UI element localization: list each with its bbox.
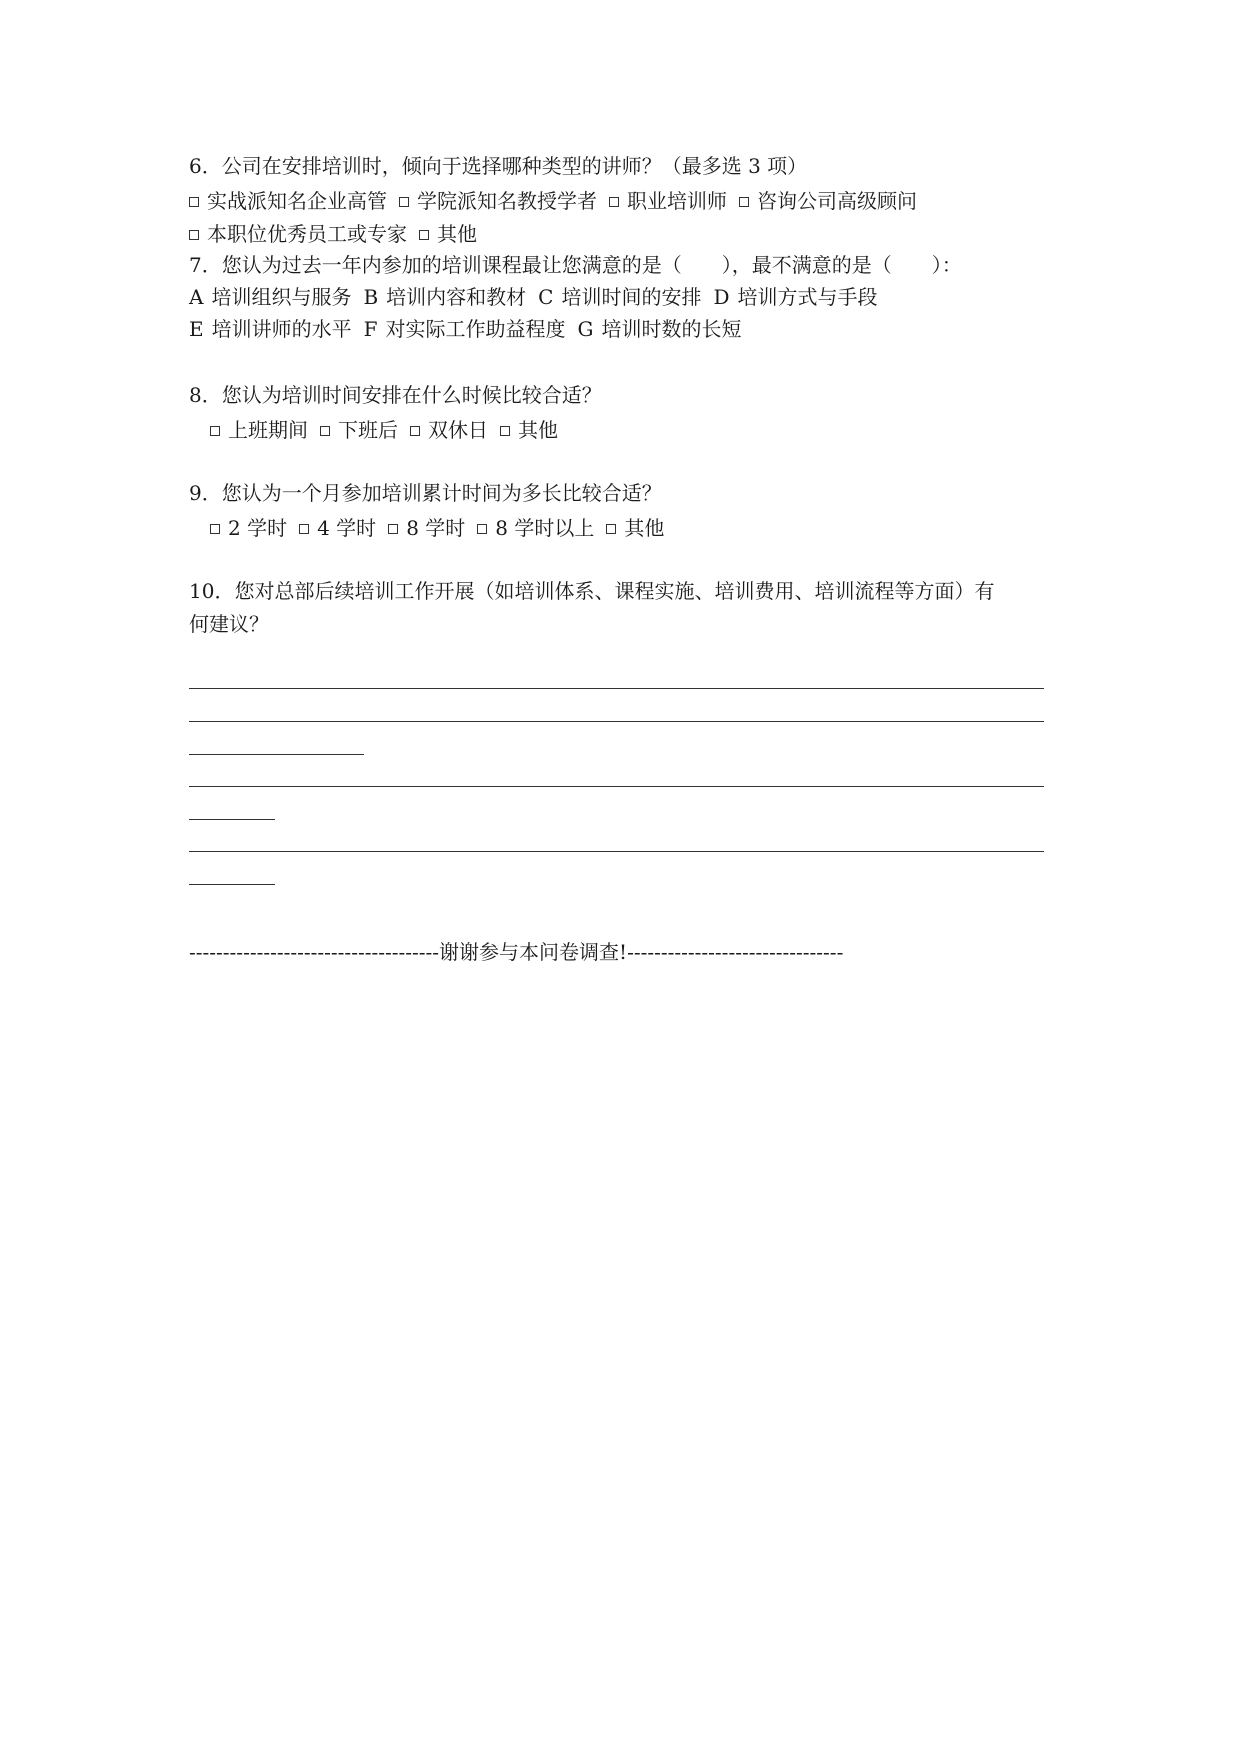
q6-option[interactable]	[609, 185, 727, 217]
q7-option-text: 对实际工作助益程度	[385, 317, 566, 341]
closing-thanks: -------------------------------------谢谢参与本问卷调查!--------------------------------	[189, 940, 844, 964]
checkbox-icon[interactable]	[388, 524, 398, 534]
q9-question: 9．您认为一个月参加培训累计时间为多长比较合适？	[189, 481, 662, 505]
checkbox-icon[interactable]	[477, 524, 487, 534]
q6-option[interactable]	[189, 185, 387, 217]
q10-question-line1: 10．您对总部后续培训工作开展（如培训体系、课程实施、培训费用、培训流程等方面）有	[189, 579, 995, 603]
q9-option[interactable]	[210, 512, 287, 544]
q7-option-letter: E	[189, 317, 204, 341]
q7-option-text: 培训时间的安排	[561, 285, 702, 309]
q9-option-label: 4 学时	[317, 516, 377, 540]
q7-option-text: 培训讲师的水平	[211, 317, 352, 341]
q7-option-text: 培训内容和教材	[386, 285, 527, 309]
q9-option-label: 8 学时以上	[495, 516, 595, 540]
q7-option-text: 培训组织与服务	[211, 285, 352, 309]
q7-option	[538, 281, 701, 313]
q6-question: 6．公司在安排培训时，倾向于选择哪种类型的讲师？（最多选 3 项）	[189, 154, 808, 178]
checkbox-icon[interactable]	[189, 230, 199, 240]
q7-option	[363, 281, 526, 313]
q8-option-label: 上班期间	[228, 418, 308, 442]
q6-options-row1	[189, 183, 929, 215]
answer-line[interactable]	[189, 786, 1044, 787]
q6-option-label: 咨询公司高级顾问	[757, 189, 917, 213]
q8-options	[210, 412, 570, 444]
q6-option[interactable]	[739, 185, 917, 217]
q6-option-label: 实战派知名企业高管	[207, 189, 387, 213]
q7-option-letter: D	[713, 285, 730, 309]
q8-question: 8．您认为培训时间安排在什么时候比较合适？	[189, 383, 602, 407]
q7-option-text: 培训时数的长短	[601, 317, 742, 341]
q7-options-row1	[189, 281, 890, 313]
answer-line[interactable]	[189, 754, 364, 755]
q6-option-label: 学院派知名教授学者	[417, 189, 597, 213]
q6-option[interactable]	[189, 218, 407, 250]
answer-line[interactable]	[189, 851, 1044, 852]
q8-option-label: 双休日	[428, 418, 488, 442]
q9-option[interactable]	[388, 512, 465, 544]
answer-line[interactable]	[189, 884, 275, 885]
q7-option-letter: A	[189, 285, 204, 309]
answer-line[interactable]	[189, 819, 275, 820]
q7-option	[364, 313, 566, 345]
q7-option	[578, 313, 742, 345]
checkbox-icon[interactable]	[320, 426, 330, 436]
q8-option-label: 下班后	[338, 418, 398, 442]
q7-option	[713, 281, 877, 313]
q6-options-row2	[189, 216, 489, 248]
checkbox-icon[interactable]	[210, 426, 220, 436]
q7-option-text: 培训方式与手段	[737, 285, 878, 309]
q7-option	[189, 281, 351, 313]
q6-option-label: 职业培训师	[627, 189, 727, 213]
q9-option[interactable]	[606, 512, 664, 544]
q9-option[interactable]	[299, 512, 376, 544]
q8-option[interactable]	[210, 414, 308, 446]
checkbox-icon[interactable]	[606, 524, 616, 534]
answer-line[interactable]	[189, 688, 1044, 689]
q8-option[interactable]	[500, 414, 558, 446]
q10-question-line2: 何建议？	[189, 612, 269, 636]
q7-option-letter: B	[363, 285, 379, 309]
checkbox-icon[interactable]	[419, 230, 429, 240]
checkbox-icon[interactable]	[299, 524, 309, 534]
checkbox-icon[interactable]	[500, 426, 510, 436]
q9-option-label: 其他	[624, 516, 665, 540]
q8-option[interactable]	[320, 414, 398, 446]
q9-option-label: 8 学时	[406, 516, 466, 540]
q6-option[interactable]	[419, 218, 477, 250]
checkbox-icon[interactable]	[410, 426, 420, 436]
q7-option-letter: C	[538, 285, 554, 309]
q9-option[interactable]	[477, 512, 594, 544]
q8-option-label: 其他	[518, 418, 558, 442]
q8-option[interactable]	[410, 414, 488, 446]
q7-option	[189, 313, 352, 345]
q7-option-letter: F	[363, 317, 378, 341]
checkbox-icon[interactable]	[189, 197, 199, 207]
q7-options-row2	[189, 313, 753, 345]
q6-option[interactable]	[399, 185, 597, 217]
q9-option-label: 2 学时	[228, 516, 288, 540]
checkbox-icon[interactable]	[210, 524, 220, 534]
checkbox-icon[interactable]	[399, 197, 409, 207]
q7-question: 7．您认为过去一年内参加的培训课程最让您满意的是（ ），最不满意的是（ ）：	[189, 253, 962, 277]
q6-option-label: 本职位优秀员工或专家	[207, 222, 407, 246]
q9-options	[210, 510, 676, 542]
checkbox-icon[interactable]	[609, 197, 619, 207]
answer-line[interactable]	[189, 721, 1044, 722]
checkbox-icon[interactable]	[739, 197, 749, 207]
q6-option-label: 其他	[437, 222, 477, 246]
q7-option-letter: G	[577, 317, 594, 341]
